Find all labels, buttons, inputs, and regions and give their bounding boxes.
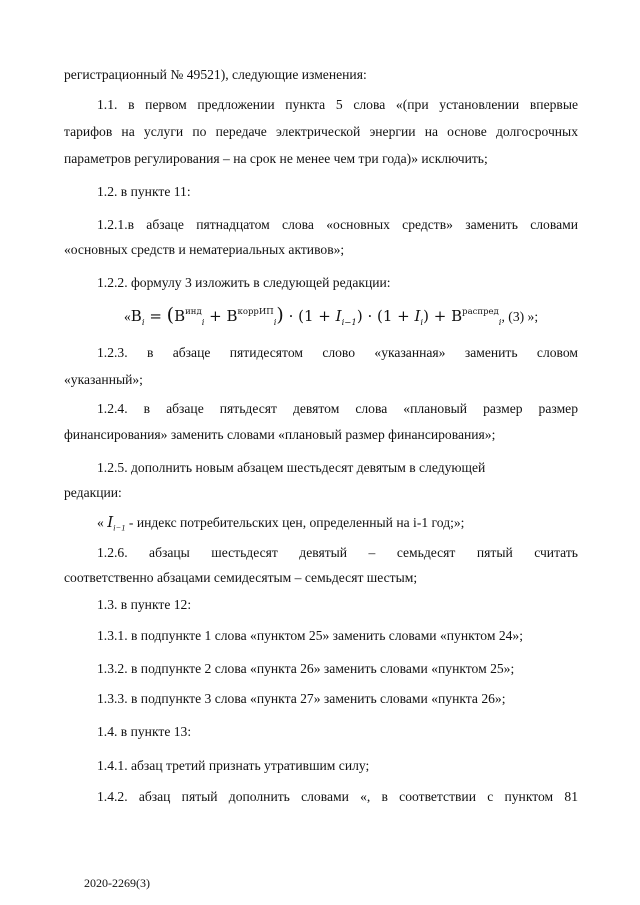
text-line: «указанный»; <box>64 372 143 387</box>
formula-term3-sup: распред <box>462 307 499 317</box>
formula-term2-sup: коррИП <box>237 307 274 317</box>
text-line: 1.2. в пункте 11: <box>97 184 191 199</box>
index-symbol-sub: i−1 <box>113 522 126 533</box>
text-line: 1.2.3. в абзаце пятидесятом слово «указанная» заменить словом <box>97 345 578 360</box>
formula-paren-open: ( <box>166 304 175 326</box>
formula-mid2: ) · (1 + <box>356 307 415 325</box>
text-line: 1.4.2. абзац пятый дополнить словами «, в соответствии с пунктом 81 <box>97 789 578 804</box>
text-line: 1.4. в пункте 13: <box>97 724 192 739</box>
text-line: 1.1. в первом предложении пункта 5 слова «(при установлении впервые <box>97 97 578 112</box>
formula-term1: В <box>174 307 186 325</box>
index-definition-text: - индекс потребительских цен, определенный на i-1 год;»; <box>128 515 465 530</box>
formula-term3: В <box>451 307 463 325</box>
formula-tail: , (3) »; <box>501 309 539 324</box>
text-line: соответственно абзацами семидесятым – семьдесят шестым; <box>64 570 418 585</box>
formula-term1-sub: i <box>201 318 205 328</box>
formula-term2-sub: i <box>273 318 277 328</box>
formula-lhs-sub: i <box>141 318 145 328</box>
formula-term1-sup: инд <box>185 307 202 317</box>
text-line: «основных средств и нематериальных активов»; <box>64 242 345 257</box>
text-line: регистрационный № 49521), следующие изменения: <box>64 67 367 82</box>
formula-i2: I <box>414 307 421 325</box>
index-symbol: I <box>107 513 114 531</box>
text-line: тарифов на услуги по передаче электрической энергии на основе долгосрочных <box>64 124 578 139</box>
formula-i1-sub: i−1 <box>341 318 357 328</box>
formula-mid: · (1 + <box>283 307 336 325</box>
text-line: параметров регулирования – на срок не менее чем три года)» исключить; <box>64 151 488 166</box>
text-line: финансирования» заменить словами «плановый размер финансирования»; <box>64 427 496 442</box>
text-line: 1.2.2. формулу 3 изложить в следующей редакции: <box>97 275 391 290</box>
text-line: 1.2.6. абзацы шестьдесят девятый – семьдесят пятый считать <box>97 545 578 560</box>
text-line: 1.3.3. в подпункте 3 слова «пункта 27» заменить словами «пункта 26»; <box>97 691 506 706</box>
text-line: 1.4.1. абзац третий признать утратившим силу; <box>97 758 370 773</box>
document-code-footer: 2020-2269(3) <box>84 876 150 890</box>
index-definition-line <box>97 513 464 537</box>
text-line: 1.2.4. в абзаце пятьдесят девятом слова «плановый размер размер <box>97 401 578 416</box>
index-open-quote: « <box>97 515 104 530</box>
text-line: 1.3.2. в подпункте 2 слова «пункта 26» заменить словами «пунктом 25»; <box>97 661 515 676</box>
formula-term3-sub: i <box>498 318 502 328</box>
formula-eq: = <box>144 307 167 325</box>
formula-paren-close: ) <box>276 304 284 326</box>
formula-plus: + <box>204 307 227 325</box>
formula-lhs: В <box>130 307 142 325</box>
text-line: редакции: <box>64 485 122 500</box>
formula-3 <box>124 304 538 332</box>
text-line: 1.2.5. дополнить новым абзацем шестьдесят девятым в следующей <box>97 460 486 475</box>
formula-term2: В <box>226 307 238 325</box>
formula-open-quote: « <box>124 309 131 324</box>
text-line: 1.3.1. в подпункте 1 слова «пунктом 25» заменить словами «пунктом 24»; <box>97 628 524 643</box>
formula-mid3: ) + <box>423 307 452 325</box>
formula-i1: I <box>335 307 342 325</box>
formula-i2-sub: i <box>420 318 424 328</box>
text-line: 1.2.1.в абзаце пятнадцатом слова «основных средств» заменить словами <box>97 217 578 232</box>
text-line: 1.3. в пункте 12: <box>97 597 192 612</box>
